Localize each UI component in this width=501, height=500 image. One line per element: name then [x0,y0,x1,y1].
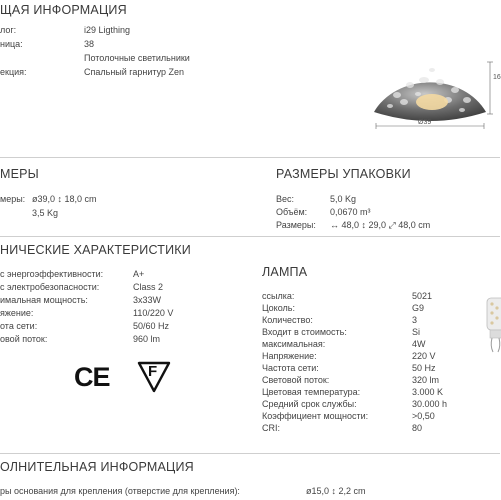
tech-value: 960 lm [133,334,161,344]
lamp-value: 80 [412,423,423,433]
packaging-label: Размеры: [276,220,316,230]
bulb-image [484,296,500,354]
additional-value: ø15,0 ↕ 2,2 cm [306,486,366,496]
lamp-label: максимальная: [262,339,326,349]
lamp-label: Коэффициент мощности: [262,411,369,421]
tech-label: ота сети: [0,321,38,331]
packaging-label: Вес: [276,194,295,204]
sizes-heading: МЕРЫ [0,167,39,181]
tech-value: 3x33W [133,295,162,305]
lamp-value: 50 Hz [412,363,436,373]
lamp-label: Цветовая температура: [262,387,361,397]
general-value: i29 Ligthing [84,25,131,35]
tech-value: 110/220 V [133,308,174,318]
lamp-value: 220 V [412,351,436,361]
general-label: екция: [0,67,27,77]
lamp-label: CRI: [262,423,280,433]
sizes-weight: 3,5 Kg [32,208,59,218]
lamp-value: 3.000 K [412,387,444,397]
general-value: 38 [84,39,95,49]
lamp-label: Световой поток: [262,375,330,385]
lamp-value: >0,50 [412,411,435,421]
general-value: Потолочные светильники [84,53,190,63]
f-mark-icon [136,358,172,394]
lamp-label: Средний срок службы: [262,399,357,409]
packaging-heading: РАЗМЕРЫ УПАКОВКИ [276,167,411,181]
ce-mark-icon: CE [74,362,110,392]
general-value: Спальный гарнитур Zen [84,67,185,77]
tech-label: овой поток: [0,334,48,344]
lamp-value: 30.000 h [412,399,448,409]
lamp-label: Напряжение: [262,351,317,361]
lamp-label: ссылка: [262,291,295,301]
divider [0,236,500,237]
tech-label: яжение: [0,308,34,318]
sizes-label: меры: [0,194,26,204]
general-heading: ЩАЯ ИНФОРМАЦИЯ [0,3,127,17]
lamp-label: Частота сети: [262,363,319,373]
divider [0,453,500,454]
packaging-value: ↔ 48,0 ↕ 29,0 ⤢ 48,0 cm [330,220,431,230]
packaging-value: 0,0670 m³ [330,207,371,217]
additional-heading: ОЛНИТЕЛЬНАЯ ИНФОРМАЦИЯ [0,460,194,474]
lamp-label: Входит в стоимость: [262,327,347,337]
lamp-value: Si [412,327,421,337]
lamp-heading: ЛАМПА [262,265,308,279]
tech-heading: НИЧЕСКИЕ ХАРАКТЕРИСТИКИ [0,243,191,257]
f-mark-letter: F [148,363,158,380]
tech-value: A+ [133,269,145,279]
lamp-value: 4W [412,339,426,349]
general-label: лог: [0,25,17,35]
tech-value: 50/60 Hz [133,321,170,331]
dimension-width: Ø39 [418,119,432,126]
tech-label: с энергоэффективности: [0,269,104,279]
lamp-value: 5021 [412,291,433,301]
lamp-label: Количество: [262,315,313,325]
general-label: ница: [0,39,23,49]
packaging-value: 5,0 Kg [330,194,357,204]
sizes-dimensions: ø39,0 ↕ 18,0 cm [32,194,97,204]
tech-value: Class 2 [133,282,164,292]
tech-label: имальная мощность: [0,295,88,305]
additional-label: ры основания для крепления (отверстие для крепления): [0,486,240,496]
lamp-label: Цоколь: [262,303,295,313]
lamp-value: G9 [412,303,425,313]
lamp-value: 3 [412,315,418,325]
lamp-value: 320 lm [412,375,440,385]
dimension-height: 16 [493,74,501,81]
packaging-label: Объём: [276,207,308,217]
tech-label: с электробезопасности: [0,282,100,292]
divider [0,157,500,158]
